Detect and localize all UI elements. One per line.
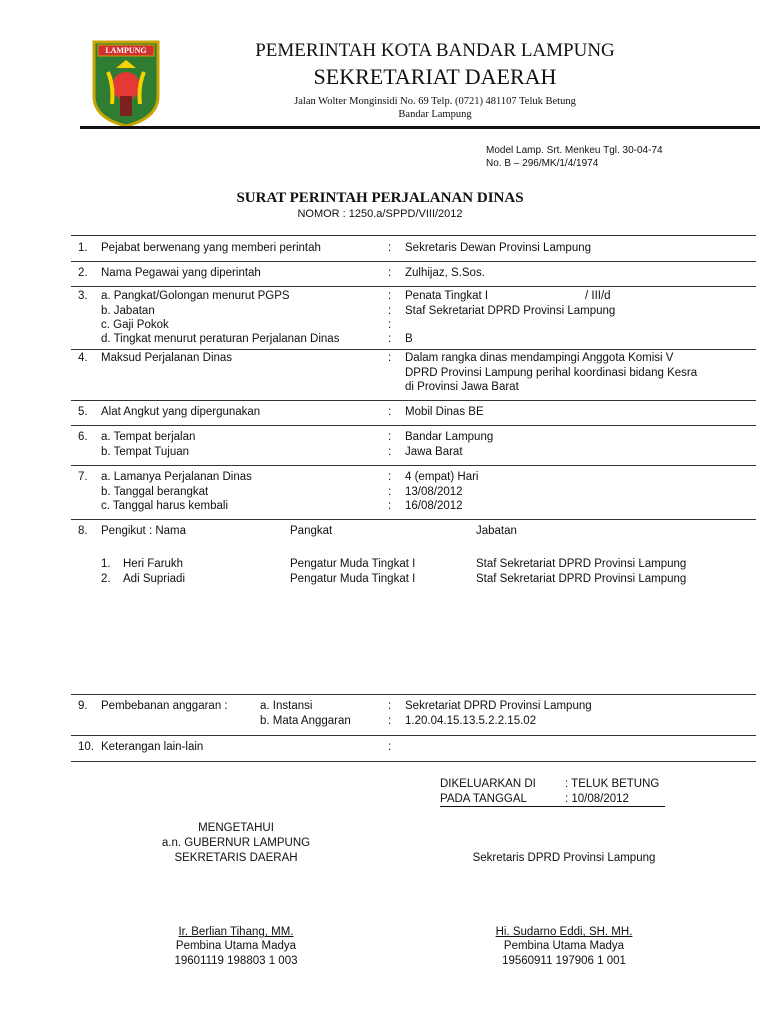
document-number: NOMOR : 1250.a/SPPD/VIII/2012 [297,208,463,220]
row6-a-colon: : [388,431,392,443]
model-ref-line1: Model Lamp. Srt. Menkeu Tgl. 30-04-74 [486,145,663,156]
row7-a-label: a. Lamanya Perjalanan Dinas [101,471,252,483]
row1-value: Sekretaris Dewan Provinsi Lampung [405,242,592,254]
issued-date-label: PADA TANGGAL [440,793,527,805]
row7-c-label: c. Tanggal harus kembali [101,500,228,512]
row9-label: Pembebanan anggaran : [101,700,228,712]
row4-label: Maksud Perjalanan Dinas [101,352,233,364]
rule [71,694,756,695]
logo-text: LAMPUNG [105,46,147,55]
row1-label: Pejabat berwenang yang memberi perintah [101,242,321,254]
row4-num: 4. [78,352,88,364]
row6-a-value: Bandar Lampung [405,431,494,443]
rule [71,286,756,287]
row9-b-colon: : [388,715,392,727]
row3-b-value: Staf Sekretariat DPRD Provinsi Lampung [405,305,616,317]
row10-num: 10. [78,741,94,753]
row3-b-colon: : [388,305,392,317]
row2-label: Nama Pegawai yang diperintah [101,267,261,279]
row2-value: Zulhijaz, S.Sos. [405,267,485,279]
follower-2-no: 2. [101,573,111,585]
follower-2-position: Staf Sekretariat DPRD Provinsi Lampung [476,573,687,585]
sign-right-nip: 19560911 197906 1 001 [502,955,626,967]
row3-d-colon: : [388,333,392,345]
row9-a-colon: : [388,700,392,712]
row2-colon: : [388,267,392,279]
row9-b-label: b. Mata Anggaran [260,715,351,727]
row6-a-label: a. Tempat berjalan [101,431,196,443]
row6-b-label: b. Tempat Tujuan [101,446,190,458]
row7-b-value: 13/08/2012 [405,486,463,498]
row5-colon: : [388,406,392,418]
sign-left-heading2: a.n. GUBERNUR LAMPUNG [161,837,311,849]
follower-1-position: Staf Sekretariat DPRD Provinsi Lampung [476,558,687,570]
sign-right-name: Hi. Sudarno Eddi, SH. MH. [495,926,633,938]
row2-num: 2. [78,267,88,279]
sign-left-rank: Pembina Utama Madya [175,940,297,952]
row4-value-line3: di Provinsi Jawa Barat [405,381,519,393]
follower-1-rank: Pengatur Muda Tingkat I [290,558,416,570]
model-ref-line2: No. B – 296/MK/1/4/1974 [486,158,599,169]
rule [71,349,756,350]
follower-2-rank: Pengatur Muda Tingkat I [290,573,416,585]
row4-colon: : [388,352,392,364]
rule [71,761,756,762]
row3-c-label: c. Gaji Pokok [101,319,169,331]
row6-num: 6. [78,431,88,443]
row7-a-value: 4 (empat) Hari [405,471,479,483]
row3-a-label: a. Pangkat/Golongan menurut PGPS [101,290,290,302]
issued-underline [440,806,665,807]
row4-value-line1: Dalam rangka dinas mendampingi Anggota Komisi V [405,352,674,364]
follower-1-no: 1. [101,558,111,570]
row1-colon: : [388,242,392,254]
row8-header-jabatan: Jabatan [476,525,517,537]
row3-b-label: b. Jabatan [101,305,155,317]
issued-date-value: : 10/08/2012 [565,793,629,805]
row4-value-line2: DPRD Provinsi Lampung perihal koordinasi bidang Kesra [405,367,698,379]
row9-a-value: Sekretariat DPRD Provinsi Lampung [405,700,592,712]
logo [90,38,162,128]
letterhead-line1: PEMERINTAH KOTA BANDAR LAMPUNG [255,40,615,61]
follower-2-name: Adi Supriadi [123,573,186,585]
row3-d-value: B [405,333,413,345]
issued-place-value: : TELUK BETUNG [565,778,660,790]
row8-num: 8. [78,525,88,537]
row8-header-nama: Pengikut : Nama [101,525,187,537]
issued-place-label: DIKELUARKAN DI [440,778,536,790]
sign-right-rank: Pembina Utama Madya [503,940,625,952]
row5-num: 5. [78,406,88,418]
row7-c-value: 16/08/2012 [405,500,463,512]
rule [71,465,756,466]
row6-b-value: Jawa Barat [405,446,463,458]
row9-num: 9. [78,700,88,712]
row5-label: Alat Angkut yang dipergunakan [101,406,261,418]
row9-b-value: 1.20.04.15.13.5.2.2.15.02 [405,715,537,727]
row3-num: 3. [78,290,88,302]
rule [71,519,756,520]
rule [71,235,756,236]
row7-b-colon: : [388,486,392,498]
row1-num: 1. [78,242,88,254]
row3-c-colon: : [388,319,392,331]
rule [71,735,756,736]
sign-left-heading1: MENGETAHUI [198,822,274,834]
document-title: SURAT PERINTAH PERJALANAN DINAS [236,190,524,206]
row3-a-colon: : [388,290,392,302]
letterhead-rule [80,126,760,129]
row7-a-colon: : [388,471,392,483]
row3-a-value: Penata Tingkat I [405,290,489,302]
rule [71,261,756,262]
rule [71,400,756,401]
row7-c-colon: : [388,500,392,512]
row5-value: Mobil Dinas BE [405,406,484,418]
row7-b-label: b. Tanggal berangkat [101,486,209,498]
row6-b-colon: : [388,446,392,458]
row10-label: Keterangan lain-lain [101,741,204,753]
follower-1-name: Heri Farukh [123,558,184,570]
letterhead-line2: SEKRETARIAT DAERAH [313,64,557,89]
letterhead-address2: Bandar Lampung [398,109,472,120]
row8-header-pangkat: Pangkat [290,525,333,537]
row9-a-label: a. Instansi [260,700,313,712]
row10-colon: : [388,741,392,753]
sign-left-heading3: SEKRETARIS DAERAH [174,852,298,864]
rule [71,425,756,426]
row3-a-value2: / III/d [585,290,611,302]
sign-right-heading: Sekretaris DPRD Provinsi Lampung [472,852,656,864]
row7-num: 7. [78,471,88,483]
letterhead-address1: Jalan Wolter Monginsidi No. 69 Telp. (0721) 481107 Teluk Betung [294,96,576,107]
row3-d-label: d. Tingkat menurut peraturan Perjalanan Dinas [101,333,340,345]
sign-left-name: Ir. Berlian Tihang, MM. [178,926,294,938]
sign-left-nip: 19601119 198803 1 003 [174,955,298,967]
